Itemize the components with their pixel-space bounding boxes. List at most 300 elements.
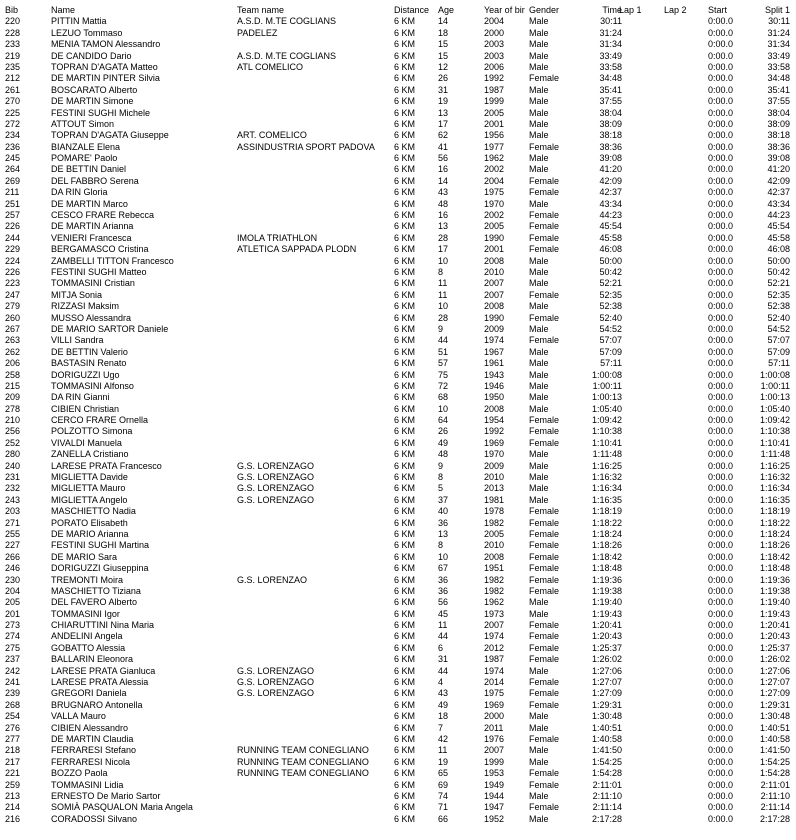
distance-cell: 6 KM (394, 631, 416, 642)
start-cell: 0:00.0 (708, 779, 734, 790)
table-row (0, 586, 796, 597)
start-cell: 0:00.0 (708, 392, 734, 403)
split1-cell: 1:40:58 (759, 734, 790, 744)
split1-cell: 1:00:11 (760, 380, 790, 391)
age-cell: 14 (438, 175, 449, 186)
table-row (0, 85, 796, 96)
split1-cell: 38:36 (767, 141, 790, 152)
year-cell: 2011 (484, 722, 504, 733)
bib-cell: 232 (5, 483, 21, 494)
split1-cell: 1:11:48 (760, 449, 790, 460)
gender-cell: Male (529, 494, 549, 505)
table-row (0, 233, 796, 244)
start-cell: 0:00.0 (708, 50, 734, 61)
age-cell: 71 (438, 802, 449, 813)
gender-cell: Male (529, 813, 549, 824)
distance-cell: 6 KM (394, 620, 416, 631)
name-cell: VILLI Sandra (51, 335, 104, 346)
time-cell: 38:09 (599, 118, 622, 129)
name-cell: DE BETTIN Valerio (51, 346, 128, 357)
bib-cell: 241 (5, 677, 21, 688)
table-row (0, 700, 796, 711)
header-lap1: Lap 1 (619, 5, 642, 15)
table-row (0, 370, 796, 381)
start-cell: 0:00.0 (708, 39, 734, 50)
split1-cell: 1:00:08 (759, 369, 790, 380)
split1-cell: 1:54:28 (759, 768, 790, 779)
split1-cell: 1:19:36 (759, 574, 790, 585)
time-cell: 1:00:08 (591, 369, 622, 380)
team-cell: G.S. LORENZAGO (237, 460, 315, 471)
table-row (0, 119, 796, 130)
time-cell: 2:17:28 (591, 813, 622, 824)
team-cell: G.S. LORENZAGO (237, 677, 315, 688)
gender-cell: Female (529, 734, 560, 744)
split1-cell: 1:10:41 (759, 437, 790, 448)
gender-cell: Female (529, 221, 560, 232)
name-cell: TOMMASINI Alfonso (51, 380, 134, 391)
start-cell: 0:00.0 (708, 153, 734, 164)
name-cell: MIGLIETTA Mauro (51, 483, 126, 494)
age-cell: 11 (438, 289, 448, 300)
age-cell: 26 (438, 73, 449, 84)
split1-cell: 1:18:26 (759, 540, 790, 551)
bib-cell: 269 (5, 175, 21, 186)
bib-cell: 247 (5, 289, 21, 300)
split1-cell: 1:27:07 (759, 677, 790, 688)
year-cell: 1950 (484, 392, 505, 403)
time-cell: 1:16:34 (591, 483, 622, 494)
table-row (0, 563, 796, 574)
time-cell: 1:29:31 (591, 699, 622, 710)
time-cell: 52:21 (599, 278, 622, 289)
age-cell: 8 (438, 472, 444, 483)
age-cell: 45 (438, 608, 449, 619)
bib-cell: 209 (5, 392, 21, 403)
name-cell: TOMMASINI Igor (51, 608, 120, 619)
time-cell: 1:18:26 (591, 540, 622, 551)
time-cell: 44:23 (599, 210, 622, 221)
gender-cell: Male (529, 96, 549, 107)
split1-cell: 1:10:38 (759, 426, 790, 437)
distance-cell: 6 KM (394, 551, 416, 562)
team-cell: A.S.D. M.TE COGLIANS (237, 50, 337, 61)
bib-cell: 212 (5, 73, 21, 84)
name-cell: DE MARIO Arianna (51, 528, 129, 539)
distance-cell: 6 KM (394, 141, 416, 152)
table-row (0, 176, 796, 187)
distance-cell: 6 KM (394, 84, 416, 95)
start-cell: 0:00.0 (708, 688, 734, 699)
bib-cell: 258 (5, 369, 21, 380)
age-cell: 48 (438, 198, 449, 209)
bib-cell: 257 (5, 210, 21, 221)
gender-cell: Male (529, 711, 549, 722)
bib-cell: 280 (5, 449, 21, 460)
start-cell: 0:00.0 (708, 483, 734, 494)
gender-cell: Female (529, 335, 560, 346)
time-cell: 52:40 (599, 312, 622, 323)
time-cell: 42:37 (599, 187, 622, 198)
year-cell: 1970 (484, 449, 505, 460)
start-cell: 0:00.0 (708, 768, 734, 779)
header-start: Start (708, 5, 728, 15)
bib-cell: 203 (5, 506, 21, 517)
distance-cell: 6 KM (394, 528, 416, 539)
age-cell: 14 (438, 16, 449, 27)
age-cell: 42 (438, 734, 449, 744)
bib-cell: 223 (5, 278, 21, 289)
name-cell: MITJA Sonia (51, 289, 103, 300)
time-cell: 45:54 (599, 221, 622, 232)
table-row (0, 130, 796, 141)
bib-cell: 245 (5, 153, 21, 164)
table-row (0, 62, 796, 73)
bib-cell: 240 (5, 460, 21, 471)
time-cell: 1:20:43 (591, 631, 622, 642)
year-cell: 1978 (484, 506, 505, 517)
split1-cell: 1:27:09 (759, 688, 790, 699)
start-cell: 0:00.0 (708, 221, 734, 232)
split1-cell: 1:00:13 (759, 392, 790, 403)
bib-cell: 239 (5, 688, 21, 699)
name-cell: MUSSO Alessandra (51, 312, 132, 323)
gender-cell: Male (529, 107, 549, 118)
start-cell: 0:00.0 (708, 494, 734, 505)
gender-cell: Male (529, 756, 549, 767)
distance-cell: 6 KM (394, 130, 416, 141)
gender-cell: Male (529, 790, 549, 801)
time-cell: 1:30:48 (591, 711, 622, 722)
team-cell: PADELEZ (237, 27, 278, 38)
gender-cell: Male (529, 380, 549, 391)
start-cell: 0:00.0 (708, 118, 734, 129)
year-cell: 2003 (484, 39, 505, 50)
age-cell: 4 (438, 677, 444, 688)
distance-cell: 6 KM (394, 711, 416, 722)
split1-cell: 1:05:40 (759, 403, 790, 414)
age-cell: 13 (438, 528, 449, 539)
table-row (0, 620, 796, 631)
gender-cell: Male (529, 472, 549, 483)
time-cell: 34:48 (599, 73, 622, 84)
bib-cell: 213 (5, 790, 21, 801)
age-cell: 65 (438, 768, 449, 779)
age-cell: 67 (438, 563, 449, 574)
gender-cell: Male (529, 16, 549, 27)
age-cell: 40 (438, 506, 449, 517)
time-cell: 31:34 (599, 39, 622, 50)
year-cell: 1969 (484, 699, 505, 710)
gender-cell: Female (529, 631, 560, 642)
table-row (0, 28, 796, 39)
bib-cell: 214 (5, 802, 21, 813)
distance-cell: 6 KM (394, 665, 416, 676)
header-team: Team name (237, 5, 285, 15)
gender-cell: Male (529, 39, 549, 50)
table-row (0, 757, 796, 768)
age-cell: 41 (438, 141, 449, 152)
age-cell: 9 (438, 460, 444, 471)
table-row (0, 324, 796, 335)
distance-cell: 6 KM (394, 654, 416, 665)
name-cell: TREMONTI Moira (51, 574, 123, 585)
name-cell: DEL FABBRO Serena (51, 175, 139, 186)
split1-cell: 1:41:50 (759, 745, 790, 756)
table-row (0, 506, 796, 517)
team-cell: G.S. LORENZAO (237, 574, 308, 585)
age-cell: 37 (438, 494, 449, 505)
header-lap2: Lap 2 (664, 5, 687, 15)
age-cell: 44 (438, 665, 449, 676)
distance-cell: 6 KM (394, 301, 416, 312)
split1-cell: 38:18 (767, 130, 790, 141)
time-cell: 52:38 (599, 301, 622, 312)
bib-cell: 218 (5, 745, 21, 756)
name-cell: MASCHIETTO Tiziana (51, 585, 141, 596)
start-cell: 0:00.0 (708, 813, 734, 824)
table-row (0, 768, 796, 779)
bib-cell: 279 (5, 301, 21, 312)
year-cell: 1990 (484, 312, 505, 323)
team-cell: G.S. LORENZAGO (237, 665, 315, 676)
age-cell: 10 (438, 301, 449, 312)
time-cell: 1:27:06 (591, 665, 622, 676)
name-cell: DE MARTIN Marco (51, 198, 128, 209)
year-cell: 1962 (484, 153, 505, 164)
table-row (0, 734, 796, 745)
name-cell: RIZZASI Maksim (51, 301, 120, 312)
gender-cell: Male (529, 323, 549, 334)
distance-cell: 6 KM (394, 585, 416, 596)
table-row (0, 347, 796, 358)
split1-cell: 1:20:41 (759, 620, 790, 631)
table-row (0, 631, 796, 642)
age-cell: 66 (438, 813, 449, 824)
distance-cell: 6 KM (394, 221, 416, 232)
split1-cell: 42:09 (767, 175, 790, 186)
start-cell: 0:00.0 (708, 323, 734, 334)
table-row (0, 404, 796, 415)
year-cell: 1951 (484, 563, 505, 574)
age-cell: 44 (438, 631, 449, 642)
team-cell: ASSINDUSTRIA SPORT PADOVA (237, 141, 375, 152)
table-row (0, 643, 796, 654)
name-cell: POMARE' Paolo (51, 153, 118, 164)
age-cell: 18 (438, 27, 449, 38)
start-cell: 0:00.0 (708, 358, 734, 369)
year-cell: 2001 (484, 118, 505, 129)
gender-cell: Male (529, 84, 549, 95)
split1-cell: 52:21 (767, 278, 790, 289)
start-cell: 0:00.0 (708, 312, 734, 323)
distance-cell: 6 KM (394, 677, 416, 688)
gender-cell: Male (529, 483, 549, 494)
split1-cell: 38:09 (767, 118, 790, 129)
year-cell: 1947 (484, 802, 505, 813)
year-cell: 2012 (484, 642, 505, 653)
year-cell: 1967 (484, 346, 505, 357)
table-row (0, 688, 796, 699)
age-cell: 19 (438, 756, 449, 767)
distance-cell: 6 KM (394, 472, 416, 483)
distance-cell: 6 KM (394, 369, 416, 380)
header-time: Time (602, 5, 622, 15)
split1-cell: 57:07 (767, 335, 790, 346)
bib-cell: 215 (5, 380, 21, 391)
year-cell: 2010 (484, 266, 505, 277)
table-row (0, 244, 796, 255)
table-row (0, 609, 796, 620)
year-cell: 1987 (484, 84, 505, 95)
split1-cell: 52:40 (767, 312, 790, 323)
gender-cell: Female (529, 517, 560, 528)
table-row (0, 426, 796, 437)
gender-cell: Male (529, 255, 549, 266)
table-row (0, 802, 796, 813)
bib-cell: 227 (5, 540, 21, 551)
split1-cell: 1:25:37 (759, 642, 790, 653)
gender-cell: Female (529, 426, 560, 437)
age-cell: 56 (438, 153, 449, 164)
time-cell: 37:55 (599, 96, 622, 107)
age-cell: 44 (438, 335, 449, 346)
bib-cell: 231 (5, 472, 21, 483)
distance-cell: 6 KM (394, 779, 416, 790)
distance-cell: 6 KM (394, 358, 416, 369)
start-cell: 0:00.0 (708, 654, 734, 665)
gender-cell: Female (529, 175, 560, 186)
name-cell: FERRARESI Stefano (51, 745, 137, 756)
table-row (0, 438, 796, 449)
time-cell: 1:18:19 (591, 506, 622, 517)
gender-cell: Female (529, 654, 560, 665)
distance-cell: 6 KM (394, 745, 416, 756)
year-cell: 1982 (484, 585, 505, 596)
table-row (0, 153, 796, 164)
team-cell: ATL COMELICO (237, 61, 304, 72)
name-cell: ATTOUT Simon (51, 118, 115, 129)
time-cell: 42:09 (599, 175, 622, 186)
split1-cell: 42:37 (767, 187, 790, 198)
distance-cell: 6 KM (394, 107, 416, 118)
distance-cell: 6 KM (394, 73, 416, 84)
start-cell: 0:00.0 (708, 27, 734, 38)
gender-cell: Male (529, 118, 549, 129)
gender-cell: Male (529, 346, 549, 357)
header-age: Age (438, 5, 455, 15)
name-cell: BRUGNARO Antonella (51, 699, 143, 710)
table-row (0, 221, 796, 232)
time-cell: 57:09 (599, 346, 622, 357)
bib-cell: 274 (5, 631, 21, 642)
distance-cell: 6 KM (394, 574, 416, 585)
bib-cell: 261 (5, 84, 21, 95)
split1-cell: 2:17:28 (759, 813, 790, 824)
time-cell: 1:25:37 (591, 642, 622, 653)
age-cell: 15 (438, 39, 449, 50)
time-cell: 46:08 (599, 244, 622, 255)
name-cell: GREGORI Daniela (51, 688, 127, 699)
year-cell: 2007 (484, 278, 505, 289)
distance-cell: 6 KM (394, 50, 416, 61)
time-cell: 1:09:42 (591, 415, 622, 426)
time-cell: 1:19:40 (591, 597, 622, 608)
distance-cell: 6 KM (394, 255, 416, 266)
name-cell: DE MARTIN PINTER Silvia (51, 73, 160, 84)
year-cell: 2001 (484, 244, 505, 255)
split1-cell: 1:16:25 (759, 460, 790, 471)
time-cell: 38:36 (599, 141, 622, 152)
bib-cell: 244 (5, 232, 21, 243)
gender-cell: Male (529, 369, 549, 380)
split1-cell: 1:27:06 (759, 665, 790, 676)
year-cell: 2010 (484, 472, 505, 483)
name-cell: MIGLIETTA Angelo (51, 494, 128, 505)
time-cell: 57:07 (599, 335, 622, 346)
table-row (0, 529, 796, 540)
year-cell: 2003 (484, 50, 505, 61)
table-row (0, 164, 796, 175)
name-cell: VALLA Mauro (51, 711, 106, 722)
results-body (0, 16, 796, 825)
year-cell: 2009 (484, 323, 505, 334)
age-cell: 18 (438, 711, 449, 722)
table-row (0, 358, 796, 369)
time-cell: 35:41 (599, 84, 622, 95)
start-cell: 0:00.0 (708, 517, 734, 528)
team-cell: G.S. LORENZAGO (237, 483, 315, 494)
time-cell: 1:40:51 (591, 722, 622, 733)
start-cell: 0:00.0 (708, 278, 734, 289)
age-cell: 10 (438, 403, 449, 414)
gender-cell: Female (529, 141, 560, 152)
split1-cell: 45:54 (767, 221, 790, 232)
name-cell: POLZOTTO Simona (51, 426, 133, 437)
year-cell: 2005 (484, 107, 505, 118)
time-cell: 1:18:48 (591, 563, 622, 574)
header-split1: Split 1 (764, 5, 790, 15)
start-cell: 0:00.0 (708, 96, 734, 107)
start-cell: 0:00.0 (708, 437, 734, 448)
split1-cell: 34:48 (767, 73, 790, 84)
year-cell: 2007 (484, 289, 505, 300)
bib-cell: 233 (5, 39, 21, 50)
start-cell: 0:00.0 (708, 551, 734, 562)
age-cell: 9 (438, 323, 444, 334)
age-cell: 8 (438, 266, 444, 277)
distance-cell: 6 KM (394, 16, 416, 27)
start-cell: 0:00.0 (708, 574, 734, 585)
distance-cell: 6 KM (394, 426, 416, 437)
name-cell: VENIERI Francesca (51, 232, 132, 243)
bib-cell: 243 (5, 494, 21, 505)
gender-cell: Female (529, 802, 560, 813)
time-cell: 1:40:58 (591, 734, 622, 744)
bib-cell: 236 (5, 141, 21, 152)
age-cell: 10 (438, 255, 449, 266)
bib-cell: 276 (5, 722, 21, 733)
bib-cell: 246 (5, 563, 21, 574)
table-row (0, 745, 796, 756)
team-cell: RUNNING TEAM CONEGLIANO (237, 756, 369, 767)
distance-cell: 6 KM (394, 61, 416, 72)
table-row (0, 301, 796, 312)
start-cell: 0:00.0 (708, 187, 734, 198)
age-cell: 16 (438, 210, 449, 221)
name-cell: SOMIÀ PASQUALON Maria Angela (51, 802, 193, 813)
table-row (0, 51, 796, 62)
